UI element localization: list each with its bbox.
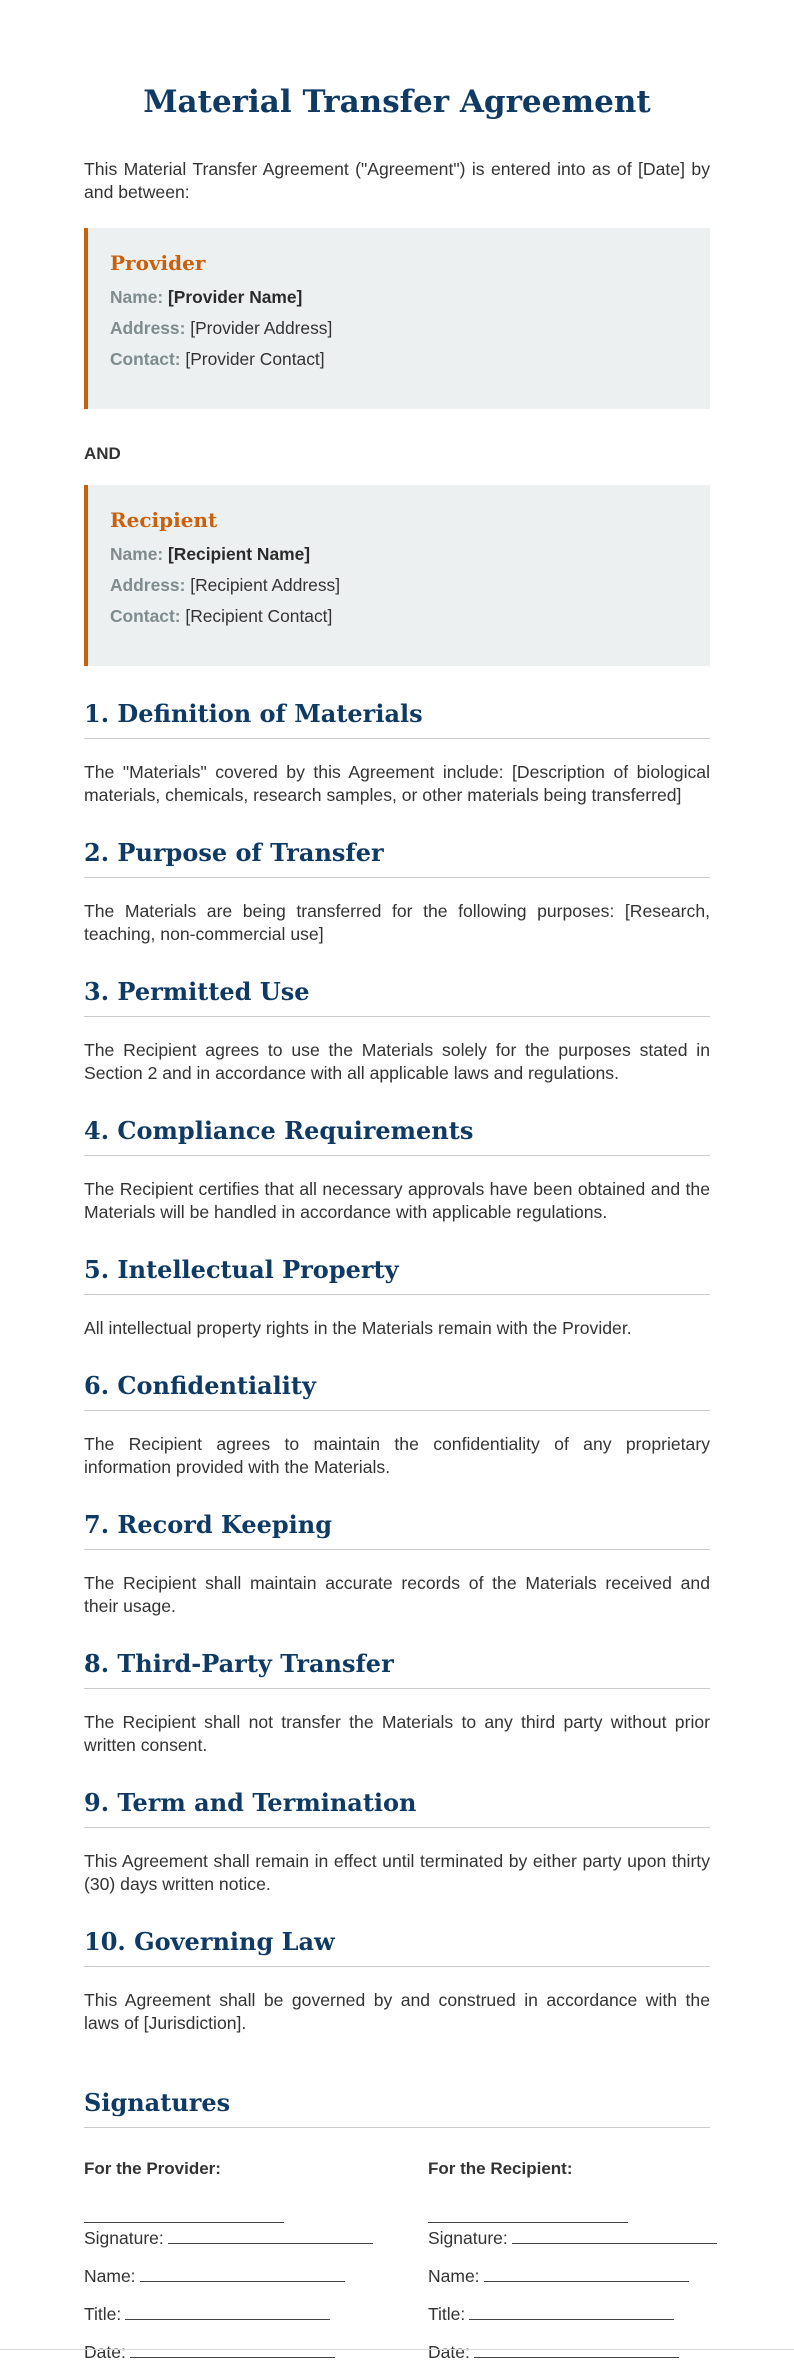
section-heading: 2. Purpose of Transfer (84, 837, 710, 878)
section-body: The Recipient shall maintain accurate records of the Materials received and their usage. (84, 1573, 710, 1616)
section-heading: 1. Definition of Materials (84, 698, 710, 739)
section-9 (84, 1787, 710, 1896)
signature-label: Signature: (428, 2228, 508, 2248)
signatures-heading: Signatures (84, 2087, 710, 2128)
date-blank[interactable] (474, 2343, 679, 2358)
recipient-address-label: Address: (110, 575, 186, 595)
provider-heading: Provider (110, 251, 206, 275)
section-8 (84, 1648, 710, 1757)
name-blank[interactable] (140, 2267, 345, 2282)
recipient-name-field[interactable] (428, 2265, 710, 2287)
recipient-title-field[interactable] (428, 2303, 710, 2325)
title-blank[interactable] (125, 2305, 330, 2320)
recipient-contact-value: [Recipient Contact] (185, 606, 333, 626)
date-label: Date: (84, 2342, 126, 2362)
title-label: Title: (84, 2304, 122, 2324)
provider-signature-field[interactable] (84, 2227, 366, 2249)
section-4 (84, 1115, 710, 1224)
section-2 (84, 837, 710, 946)
provider-box (84, 228, 710, 409)
provider-signature-line[interactable] (84, 2222, 284, 2223)
title-label: Title: (428, 2304, 466, 2324)
section-heading: 8. Third-Party Transfer (84, 1648, 710, 1689)
section-heading: 6. Confidentiality (84, 1370, 710, 1411)
section-body: The Materials are being transferred for the following purposes: [Research, teaching, non-commercial use] (84, 901, 710, 944)
provider-contact-label: Contact: (110, 349, 181, 369)
recipient-name-label: Name: (110, 544, 164, 564)
section-heading: 3. Permitted Use (84, 976, 710, 1017)
section-heading: 9. Term and Termination (84, 1787, 710, 1828)
date-label: Date: (428, 2342, 470, 2362)
provider-contact-line (110, 348, 686, 370)
title-blank[interactable] (469, 2305, 674, 2320)
provider-name-field[interactable] (84, 2265, 366, 2287)
intro-paragraph: This Material Transfer Agreement ("Agreement") is entered into as of [Date] by and between: (84, 159, 710, 202)
provider-title-field[interactable] (84, 2303, 366, 2325)
provider-name-value: [Provider Name] (168, 287, 303, 307)
provider-contact-value: [Provider Contact] (185, 349, 325, 369)
signatures-section (84, 2087, 710, 2363)
name-blank[interactable] (484, 2267, 689, 2282)
recipient-date-field[interactable] (428, 2341, 710, 2363)
section-body: The Recipient shall not transfer the Materials to any third party without prior written consent. (84, 1712, 710, 1755)
section-body: This Agreement shall be governed by and construed in accordance with the laws of [Jurisdiction]. (84, 1990, 710, 2033)
section-heading: 5. Intellectual Property (84, 1254, 710, 1295)
section-body: The Recipient agrees to maintain the confidentiality of any proprietary information provided with the Materials. (84, 1434, 710, 1477)
signature-blank[interactable] (168, 2229, 373, 2244)
signature-columns (84, 2158, 710, 2363)
recipient-signature-block (428, 2158, 710, 2363)
section-body: This Agreement shall remain in effect until terminated by either party upon thirty (30) days written notice. (84, 1851, 710, 1894)
provider-address-label: Address: (110, 318, 186, 338)
section-3 (84, 976, 710, 1085)
recipient-signature-field[interactable] (428, 2227, 710, 2249)
section-body: The Recipient agrees to use the Materials solely for the purposes stated in Section 2 and in accordance with all applicable laws and regulations. (84, 1040, 710, 1083)
recipient-signature-party: For the Recipient: (428, 2159, 573, 2178)
provider-name-line (110, 286, 686, 308)
document-title: Material Transfer Agreement (143, 84, 651, 120)
section-10 (84, 1926, 710, 2035)
provider-signature-party: For the Provider: (84, 2159, 221, 2178)
provider-address-line (110, 317, 686, 339)
section-7 (84, 1509, 710, 1618)
section-body: The "Materials" covered by this Agreement include: [Description of biological materials, chemicals, research samples, or other materials being transferred] (84, 762, 710, 805)
section-1 (84, 698, 710, 807)
section-heading: 10. Governing Law (84, 1926, 710, 1967)
recipient-contact-label: Contact: (110, 606, 181, 626)
recipient-box (84, 485, 710, 666)
section-body: The Recipient certifies that all necessary approvals have been obtained and the Materials will be handled in accordance with applicable regulations. (84, 1179, 710, 1222)
section-6 (84, 1370, 710, 1479)
recipient-address-line (110, 574, 686, 596)
name-label: Name: (84, 2266, 136, 2286)
recipient-name-value: [Recipient Name] (168, 544, 311, 564)
section-heading: 7. Record Keeping (84, 1509, 710, 1550)
signature-blank[interactable] (512, 2229, 717, 2244)
agreement-document (84, 82, 710, 2363)
date-blank[interactable] (130, 2343, 335, 2358)
name-label: Name: (428, 2266, 480, 2286)
provider-name-label: Name: (110, 287, 164, 307)
recipient-name-line (110, 543, 686, 565)
and-separator: AND (84, 444, 121, 463)
provider-address-value: [Provider Address] (190, 318, 333, 338)
recipient-contact-line (110, 605, 686, 627)
section-body: All intellectual property rights in the Materials remain with the Provider. (84, 1318, 632, 1338)
recipient-heading: Recipient (110, 508, 218, 532)
signature-label: Signature: (84, 2228, 164, 2248)
provider-date-field[interactable] (84, 2341, 366, 2363)
provider-signature-block (84, 2158, 366, 2363)
section-5 (84, 1254, 710, 1340)
page-bottom-divider (0, 2349, 794, 2350)
section-heading: 4. Compliance Requirements (84, 1115, 710, 1156)
recipient-address-value: [Recipient Address] (190, 575, 341, 595)
recipient-signature-line[interactable] (428, 2222, 628, 2223)
